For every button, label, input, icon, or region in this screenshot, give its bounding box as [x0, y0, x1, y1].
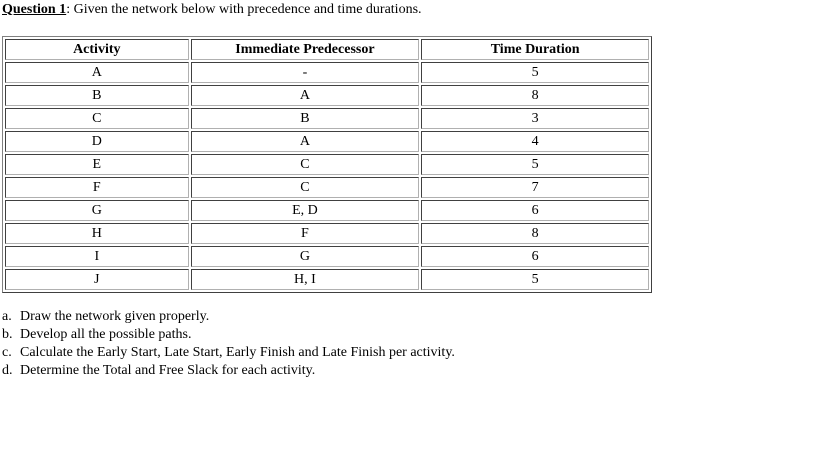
header-activity: Activity	[5, 39, 189, 60]
cell-immediate-predecessor: A	[191, 85, 420, 106]
task-marker: c.	[2, 345, 12, 360]
cell-activity: C	[5, 108, 189, 129]
table-row	[5, 154, 649, 175]
task-item	[2, 326, 455, 344]
cell-time-duration: 5	[421, 269, 649, 290]
cell-time-duration: 5	[421, 154, 649, 175]
task-item	[2, 362, 455, 380]
task-marker: a.	[2, 309, 12, 324]
table-row	[5, 269, 649, 290]
task-marker: d.	[2, 363, 13, 378]
cell-immediate-predecessor: -	[191, 62, 420, 83]
cell-immediate-predecessor: A	[191, 131, 420, 152]
cell-time-duration: 8	[421, 85, 649, 106]
cell-activity: I	[5, 246, 189, 267]
table-row	[5, 246, 649, 267]
cell-time-duration: 7	[421, 177, 649, 198]
header-time-duration: Time Duration	[421, 39, 649, 60]
precedence-table	[2, 36, 652, 293]
task-text: Draw the network given properly.	[20, 309, 210, 324]
task-text: Calculate the Early Start, Late Start, Early Finish and Late Finish per activity.	[20, 345, 455, 360]
table-header-row	[5, 39, 649, 60]
cell-time-duration: 3	[421, 108, 649, 129]
table-row	[5, 108, 649, 129]
cell-time-duration: 5	[421, 62, 649, 83]
cell-immediate-predecessor: H, I	[191, 269, 420, 290]
cell-immediate-predecessor: F	[191, 223, 420, 244]
table-row	[5, 131, 649, 152]
task-marker: b.	[2, 327, 13, 342]
task-list	[2, 308, 455, 380]
cell-immediate-predecessor: E, D	[191, 200, 420, 221]
cell-activity: J	[5, 269, 189, 290]
cell-activity: F	[5, 177, 189, 198]
question-heading	[2, 2, 422, 18]
header-immediate-predecessor: Immediate Predecessor	[191, 39, 420, 60]
table-row	[5, 177, 649, 198]
table-row	[5, 62, 649, 83]
table-row	[5, 200, 649, 221]
cell-activity: A	[5, 62, 189, 83]
cell-time-duration: 6	[421, 246, 649, 267]
question-label: Question 1	[2, 2, 67, 17]
cell-immediate-predecessor: C	[191, 177, 420, 198]
cell-activity: B	[5, 85, 189, 106]
task-item	[2, 308, 455, 326]
cell-activity: E	[5, 154, 189, 175]
cell-time-duration: 8	[421, 223, 649, 244]
question-text: : Given the network below with precedence and time durations.	[66, 2, 422, 17]
cell-immediate-predecessor: G	[191, 246, 420, 267]
task-item	[2, 344, 455, 362]
cell-time-duration: 4	[421, 131, 649, 152]
cell-activity: D	[5, 131, 189, 152]
table-row	[5, 85, 649, 106]
cell-activity: H	[5, 223, 189, 244]
table-row	[5, 223, 649, 244]
cell-time-duration: 6	[421, 200, 649, 221]
task-text: Determine the Total and Free Slack for each activity.	[20, 363, 316, 378]
cell-activity: G	[5, 200, 189, 221]
cell-immediate-predecessor: B	[191, 108, 420, 129]
cell-immediate-predecessor: C	[191, 154, 420, 175]
task-text: Develop all the possible paths.	[20, 327, 192, 342]
